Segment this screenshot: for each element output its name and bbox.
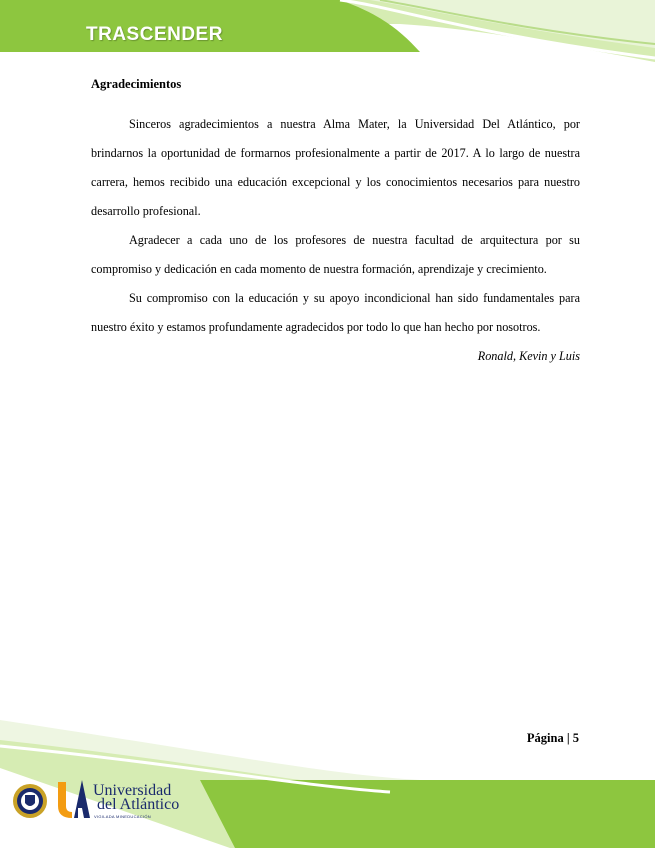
section-heading: Agradecimientos xyxy=(91,77,182,91)
signature: Ronald, Kevin y Luis xyxy=(477,349,580,363)
brand-title: TRASCENDER xyxy=(86,24,223,45)
acknowledgement-body xyxy=(91,110,580,371)
paragraph-1: Sinceros agradecimientos a nuestra Alma Mater, la Universidad Del Atlántico, por brindarnos la oportunidad de formarnos profesionalmente a partir de 2017. A lo largo de nuestra carrera, hemos recibido una educación excepcional y los conocimientos necesarios para nuestro desarrollo profesional. xyxy=(91,117,580,218)
university-name-line2: del Atlántico xyxy=(97,796,180,813)
paragraph-2: Agradecer a cada uno de los profesores de nuestra facultad de arquitectura por su compromiso y dedicación en cada momento de nuestra formación, aprendizaje y crecimiento. xyxy=(91,233,580,276)
university-tagline: VIGILADA MINEDUCACIÓN xyxy=(94,814,151,819)
university-name-line1: Universidad xyxy=(93,782,172,799)
page-header xyxy=(0,0,655,62)
university-logo-icon xyxy=(56,778,92,820)
university-name xyxy=(93,784,179,812)
paragraph-3: Su compromiso con la educación y su apoyo incondicional han sido fundamentales para nuestro éxito y estamos profundamente agradecidos por todo lo que han hecho por nosotros. xyxy=(91,291,580,334)
page-number: Página | 5 xyxy=(526,731,579,745)
university-seal-icon xyxy=(12,783,48,819)
